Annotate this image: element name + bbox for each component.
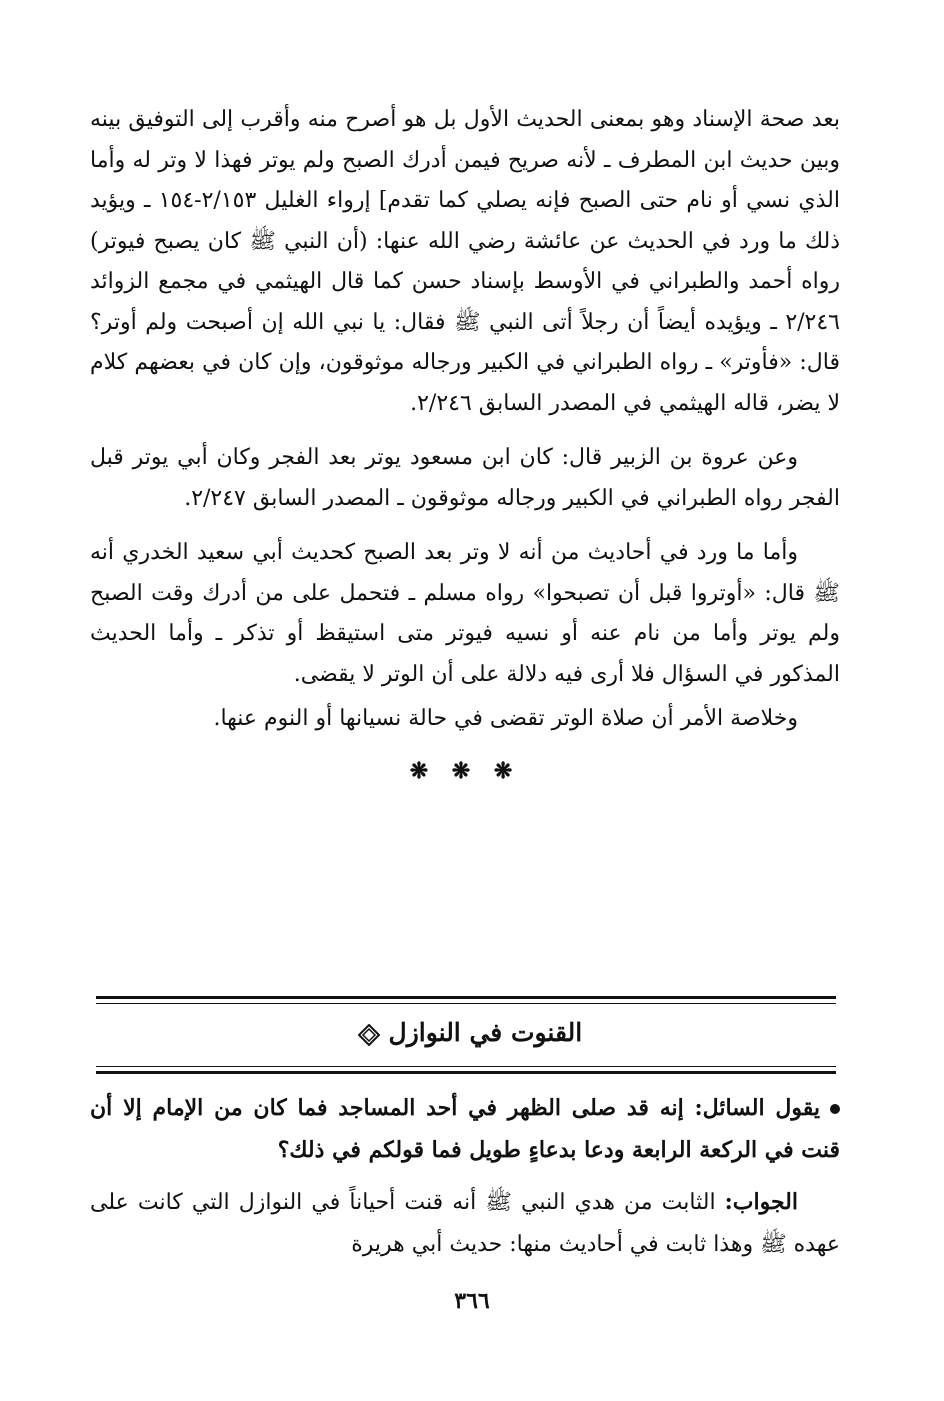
question-block — [90, 1087, 840, 1171]
section-separator: ❋ ❋ ❋ — [409, 757, 521, 784]
answer-label: الجواب: — [724, 1189, 798, 1215]
divider-bottom-thin — [96, 1066, 836, 1067]
answer-text: الثابت من هدي النبي ﷺ أنه قنت أحياناً في النوازل التي كانت على عهده ﷺ وهذا ثابت في أحاديث منها: حديث أبي هريرة — [90, 1190, 840, 1257]
page-number: ٣٦٦ — [454, 1288, 490, 1314]
paragraph-1: بعد صحة الإسناد وهو بمعنى الحديث الأول بل هو أصرح منه وأقرب إلى التوفيق بينه وبين حديث ابن المطرف ـ لأنه صريح فيمن أدرك الصبح ولم يوتر فهذا لا وتر له وأما الذي نسي أو نام حتى الصبح فإنه يصلي كما تقدم] إرواء الغليل ٢/١٥٣-١٥٤ ـ ويؤيد ذلك ما ورد في الحديث عن عائشة رضي الله عنها: (أن النبي ﷺ كان يصبح فيوتر) رواه أحمد والطبراني في الأوسط بإسناد حسن كما قال الهيثمي في مجمع الزوائد ٢/٢٤٦ ـ ويؤيده أيضاً أن رجلاً أتى النبي ﷺ فقال: يا نبي الله إن أصبحت ولم أوتر؟ قال: «فأوتر» ـ رواه الطبراني في الكبير ورجاله موثوقون، وإن كان في بعضهم كلام لا يضر، قاله الهيثمي في المصدر السابق ٢/٢٤٦. — [90, 107, 841, 416]
divider-bottom-thick — [96, 1071, 836, 1074]
section-title: القنوت في النوازل — [388, 1018, 583, 1047]
answer-block — [90, 1181, 840, 1266]
section-heading — [96, 1018, 836, 1047]
paragraph-2: وعن عروة بن الزبير قال: كان ابن مسعود يوتر بعد الفجر وكان أبي يوتر قبل الفجر رواه الطبراني في الكبير ورجاله موثوقون ـ المصدر السابق ٢/٢٤٧. — [90, 445, 840, 511]
body-text — [90, 100, 840, 784]
paragraph-4: وخلاصة الأمر أن صلاة الوتر تقضى في حالة نسيانها أو النوم عنها. — [213, 706, 798, 731]
question-text: يقول السائل: إنه قد صلى الظهر في أحد المساجد فما كان من الإمام إلا أن قنت في الركعة الرابعة ودعا بدعاءٍ طويل فما قولكم في ذلك؟ — [90, 1095, 840, 1163]
diamond-icon — [358, 1024, 380, 1046]
divider-top-thick — [96, 996, 836, 999]
divider-top-thin — [96, 1003, 836, 1004]
bullet-icon — [830, 1104, 840, 1114]
question-answer — [90, 1087, 840, 1266]
paragraph-3: وأما ما ورد في أحاديث من أنه لا وتر بعد الصبح كحديث أبي سعيد الخدري أنه ﷺ قال: «أوتروا قبل أن تصبحوا» رواه مسلم ـ فتحمل على من أدرك وقت الصبح ولم يوتر وأما من نام عنه أو نسيه فيوتر متى استيقظ أو تذكر ـ وأما الحديث المذكور في السؤال فلا أرى فيه دلالة على أن الوتر لا يقضى. — [90, 540, 840, 687]
